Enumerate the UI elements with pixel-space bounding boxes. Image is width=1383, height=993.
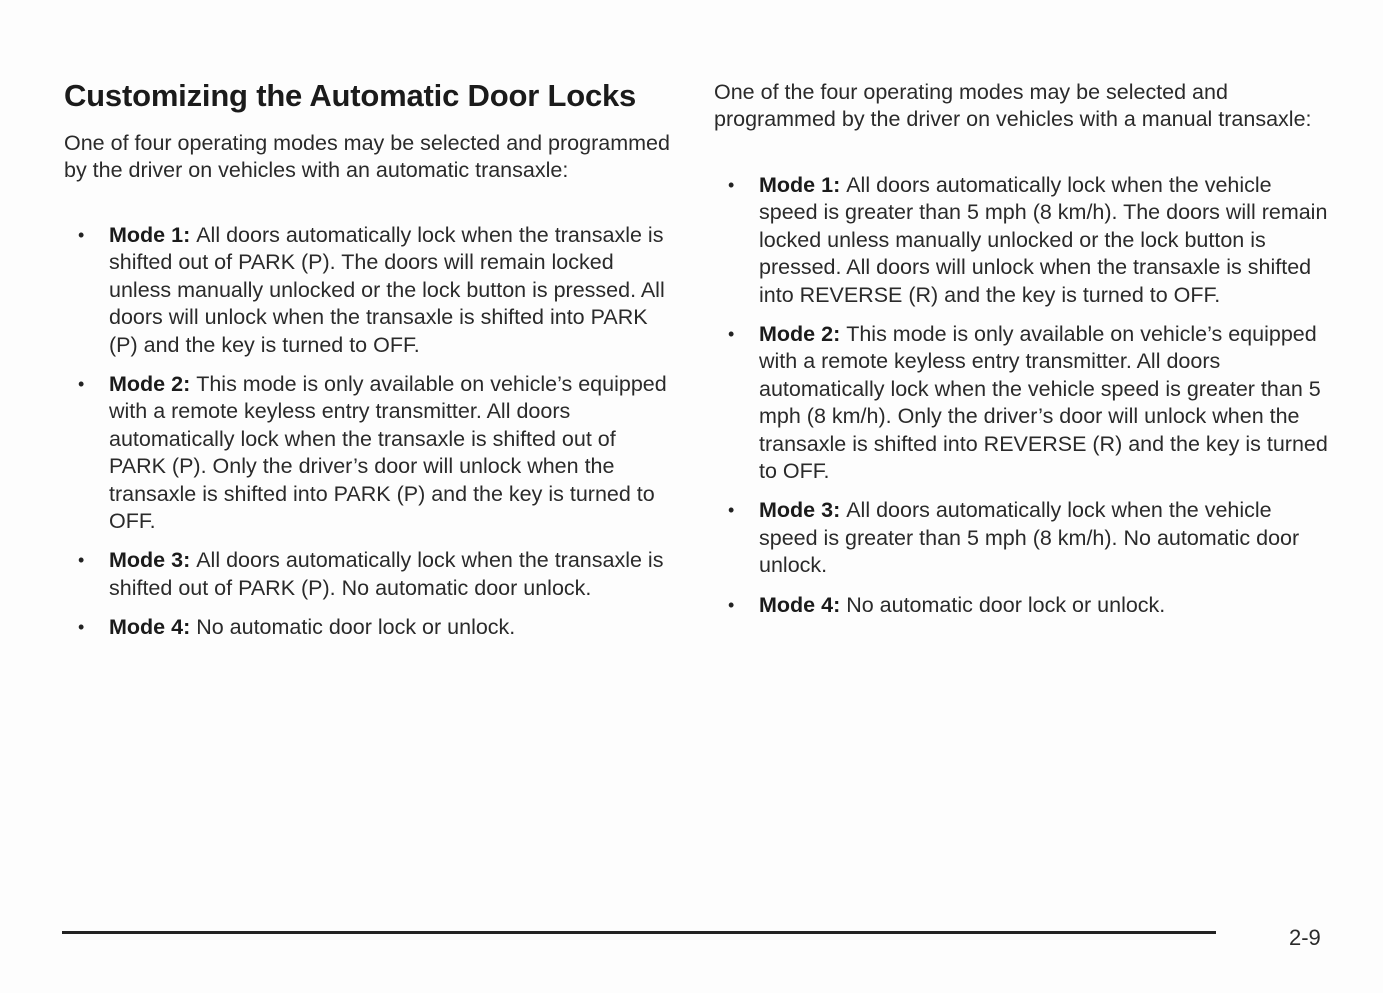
bullet-icon: • (728, 324, 735, 345)
mode-description: No automatic door lock or unlock. (196, 615, 516, 640)
mode-label: Mode 3: (759, 498, 847, 523)
bullet-icon: • (78, 225, 85, 245)
mode-description: This mode is only available on vehicle’s equipped with a remote keyless entry transmitter. All doors automatically lock when the transaxle is shifted out of PARK (P). Only the driver’s door will unlock when the transaxle is shifted into PARK (P) and the key is turned to OFF. (109, 372, 667, 534)
list-item (714, 321, 1328, 485)
list-item (714, 592, 1328, 619)
mode-description: All doors automatically lock when the vehicle speed is greater than 5 mph (8 km/h). No automatic door unlock. (759, 498, 1300, 578)
bullet-icon: • (78, 617, 85, 638)
bullet-icon: • (728, 500, 735, 521)
footer-rule (62, 931, 1216, 934)
bullet-icon: • (728, 594, 735, 615)
mode-label: Mode 1: (109, 223, 197, 247)
bullet-icon: • (78, 374, 85, 395)
right-intro-paragraph: One of the four operating modes may be selected and programmed by the driver on vehicles with a manual transaxle: (714, 80, 1312, 131)
section-heading: Customizing the Automatic Door Locks (64, 78, 637, 113)
left-mode-list (64, 222, 670, 654)
mode-label: Mode 3: (109, 548, 197, 573)
list-item (64, 614, 670, 641)
list-item (64, 371, 670, 535)
mode-description: No automatic door lock or unlock. (846, 592, 1166, 617)
mode-description: This mode is only available on vehicle’s equipped with a remote keyless entry transmitter. All doors automatically lock when the vehicle speed is greater than 5 mph (8 km/h). Only the driver’s door will unlock when the transaxle is shifted into REVERSE (R) and the key is turned to OFF. (759, 322, 1328, 484)
mode-description: All doors automatically lock when the transaxle is shifted out of PARK (P). No automatic door unlock. (109, 548, 664, 600)
mode-description: All doors automatically lock when the vehicle speed is greater than 5 mph (8 km/h). The doors will remain locked unless manually unlocked or the lock button is pressed. All doors will unlock when the transaxle is shifted into REVERSE (R) and the key is turned to OFF. (759, 173, 1328, 307)
mode-label: Mode 2: (759, 322, 847, 347)
bullet-icon: • (728, 175, 735, 195)
mode-label: Mode 2: (109, 372, 197, 397)
mode-description: All doors automatically lock when the transaxle is shifted out of PARK (P). The doors will remain locked unless manually unlocked or the lock button is pressed. All doors will unlock when the transaxle is shifted into PARK (P) and the key is turned to OFF. (109, 223, 665, 357)
mode-label: Mode 4: (109, 615, 197, 640)
mode-label: Mode 1: (759, 173, 847, 197)
list-item (64, 222, 670, 359)
list-item (714, 172, 1328, 309)
list-item (64, 547, 670, 602)
left-intro-paragraph: One of four operating modes may be selected and programmed by the driver on vehicles with an automatic transaxle: (64, 131, 670, 182)
list-item (714, 497, 1328, 579)
page-number: 2-9 (1289, 925, 1321, 950)
bullet-icon: • (78, 550, 85, 571)
right-mode-list (714, 172, 1328, 631)
mode-label: Mode 4: (759, 592, 847, 617)
